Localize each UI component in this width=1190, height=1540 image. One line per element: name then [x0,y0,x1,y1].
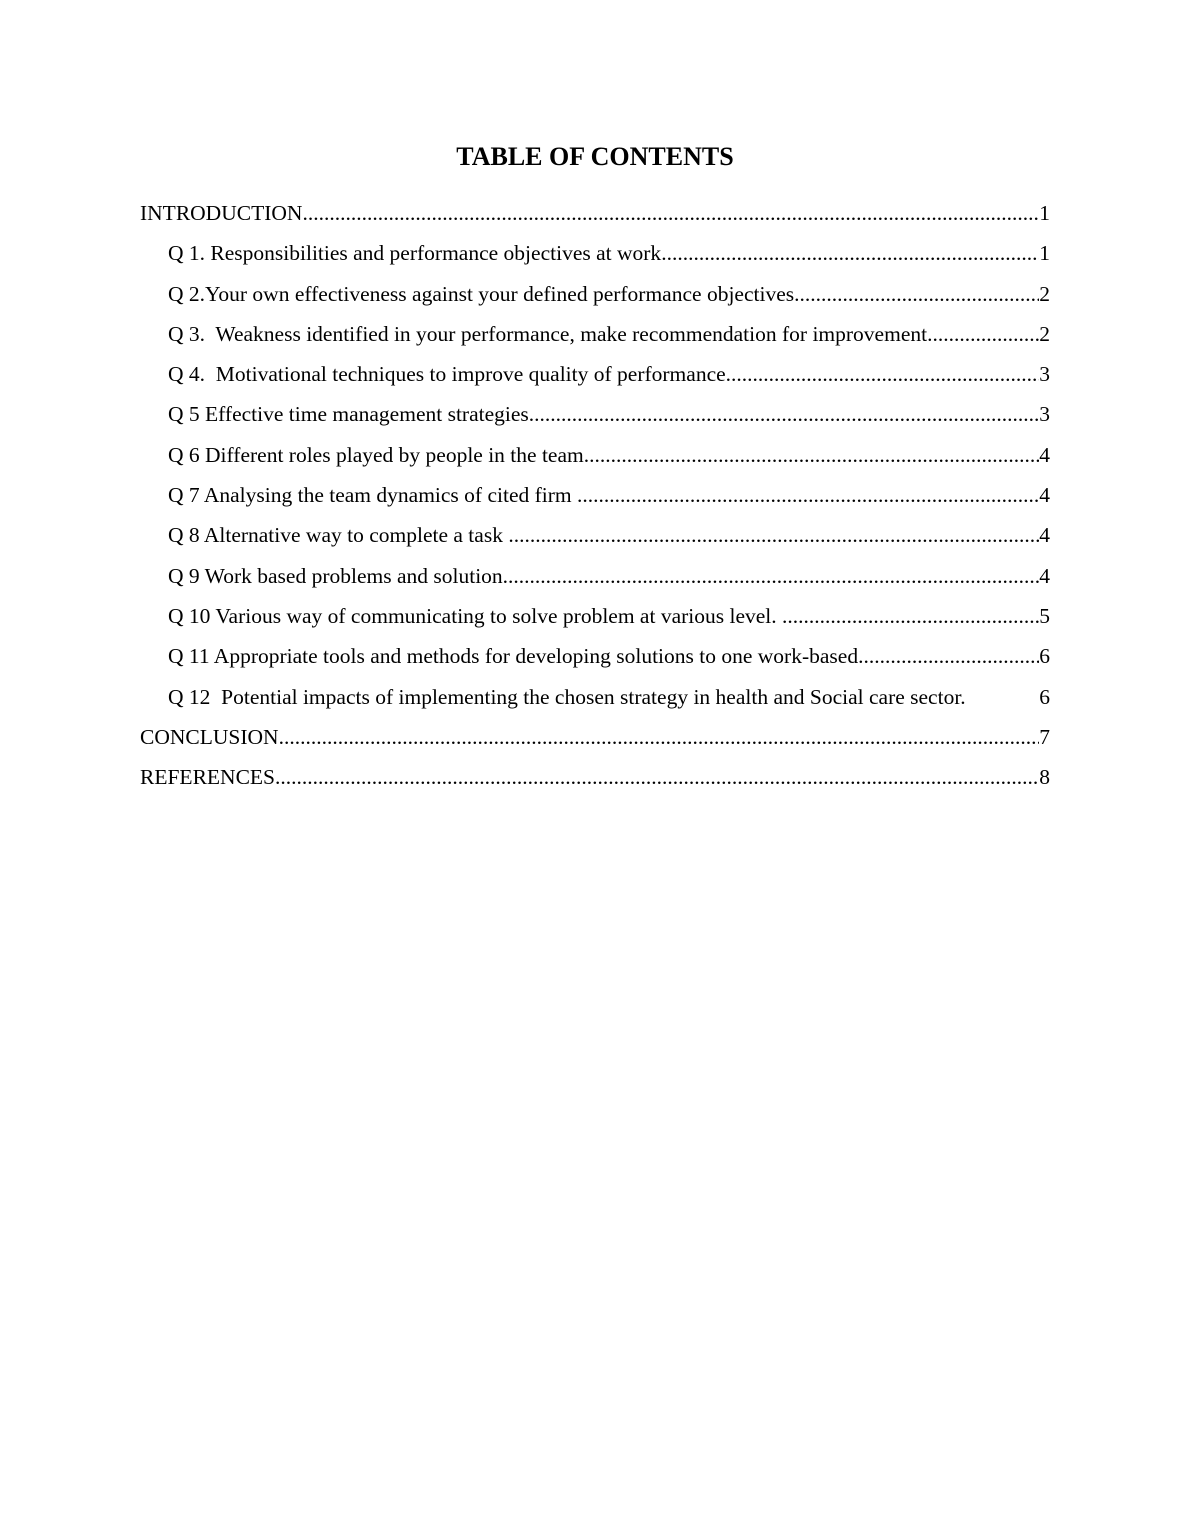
toc-page-number: 6 [1039,644,1050,669]
toc-page-number: 5 [1039,603,1050,628]
toc-entry-label: Q 7 Analysing the team dynamics of cited firm [168,483,578,508]
toc-dot-leader [508,518,1039,552]
toc-entry-introduction[interactable] [140,196,1050,236]
toc-dot-leader [577,478,1039,512]
toc-entry-references[interactable] [140,760,1050,800]
toc-dot-leader [794,277,1039,311]
toc-entry-q6[interactable] [140,438,1050,478]
toc-entry-label: Q 5 Effective time management strategies [168,402,529,427]
toc-page-number: 4 [1039,523,1050,548]
toc-entry-label: CONCLUSION [140,724,279,749]
toc-entry-label: Q 9 Work based problems and solution [168,563,503,588]
toc-page-number: 8 [1039,765,1050,790]
toc-page-number: 1 [1039,241,1050,266]
toc-entry-label: Q 12 Potential impacts of implementing the chosen strategy in health and Social care sector. [168,684,966,709]
toc-dot-leader [782,599,1039,633]
toc-entry-q7[interactable] [140,478,1050,518]
toc-entry-label: Q 6 Different roles played by people in the team [168,442,584,467]
toc-entry-q12[interactable] [140,680,1050,720]
toc-entry-label: INTRODUCTION [140,201,303,225]
toc-page-number: 4 [1039,483,1050,508]
toc-dot-leader [726,357,1040,391]
toc-entry-q4[interactable] [140,357,1050,397]
toc-dot-leader [584,438,1040,472]
toc-page-number: 2 [1039,321,1050,346]
toc-page-number: 3 [1039,402,1050,427]
toc-page-number: 6 [1039,684,1050,709]
toc-entry-label: Q 2.Your own effectiveness against your defined performance objectives [168,281,795,306]
toc-page-number: 4 [1039,442,1050,467]
toc-entry-q1[interactable] [140,236,1050,276]
toc-page-number: 2 [1039,281,1050,306]
toc-dot-leader [503,559,1040,593]
toc-entry-label: REFERENCES [140,765,275,790]
toc-entry-conclusion[interactable] [140,720,1050,760]
toc-entry-q5[interactable] [140,397,1050,437]
toc-dot-leader [279,720,1040,754]
toc-dot-leader [275,760,1039,794]
toc-entry-q10[interactable] [140,599,1050,639]
toc-dot-leader [927,317,1039,351]
toc-entry-label: Q 8 Alternative way to complete a task [168,523,509,548]
toc-entry-q8[interactable] [140,518,1050,558]
toc-page-number: 3 [1039,362,1050,387]
toc-entry-label: Q 3. Weakness identified in your performance, make recommendation for improvement [168,321,928,346]
toc-page-number: 7 [1039,724,1050,749]
table-of-contents [140,196,1050,800]
toc-dot-leader [529,397,1039,431]
toc-page-number: 4 [1039,563,1050,588]
toc-dot-leader [661,236,1039,270]
toc-dot-leader [858,639,1039,673]
toc-entry-label: Q 4. Motivational techniques to improve quality of performance [168,362,726,387]
toc-entry-label: Q 10 Various way of communicating to solve problem at various level. [168,603,783,628]
toc-dot-leader [302,196,1039,230]
toc-entry-q3[interactable] [140,317,1050,357]
toc-entry-q11[interactable] [140,639,1050,679]
page-title: TABLE OF CONTENTS [456,142,734,171]
toc-page-number: 1 [1039,201,1050,225]
toc-entry-q9[interactable] [140,559,1050,599]
toc-entry-q2[interactable] [140,277,1050,317]
toc-entry-label: Q 1. Responsibilities and performance objectives at work [168,241,662,266]
toc-entry-label: Q 11 Appropriate tools and methods for developing solutions to one work-based [168,644,859,669]
